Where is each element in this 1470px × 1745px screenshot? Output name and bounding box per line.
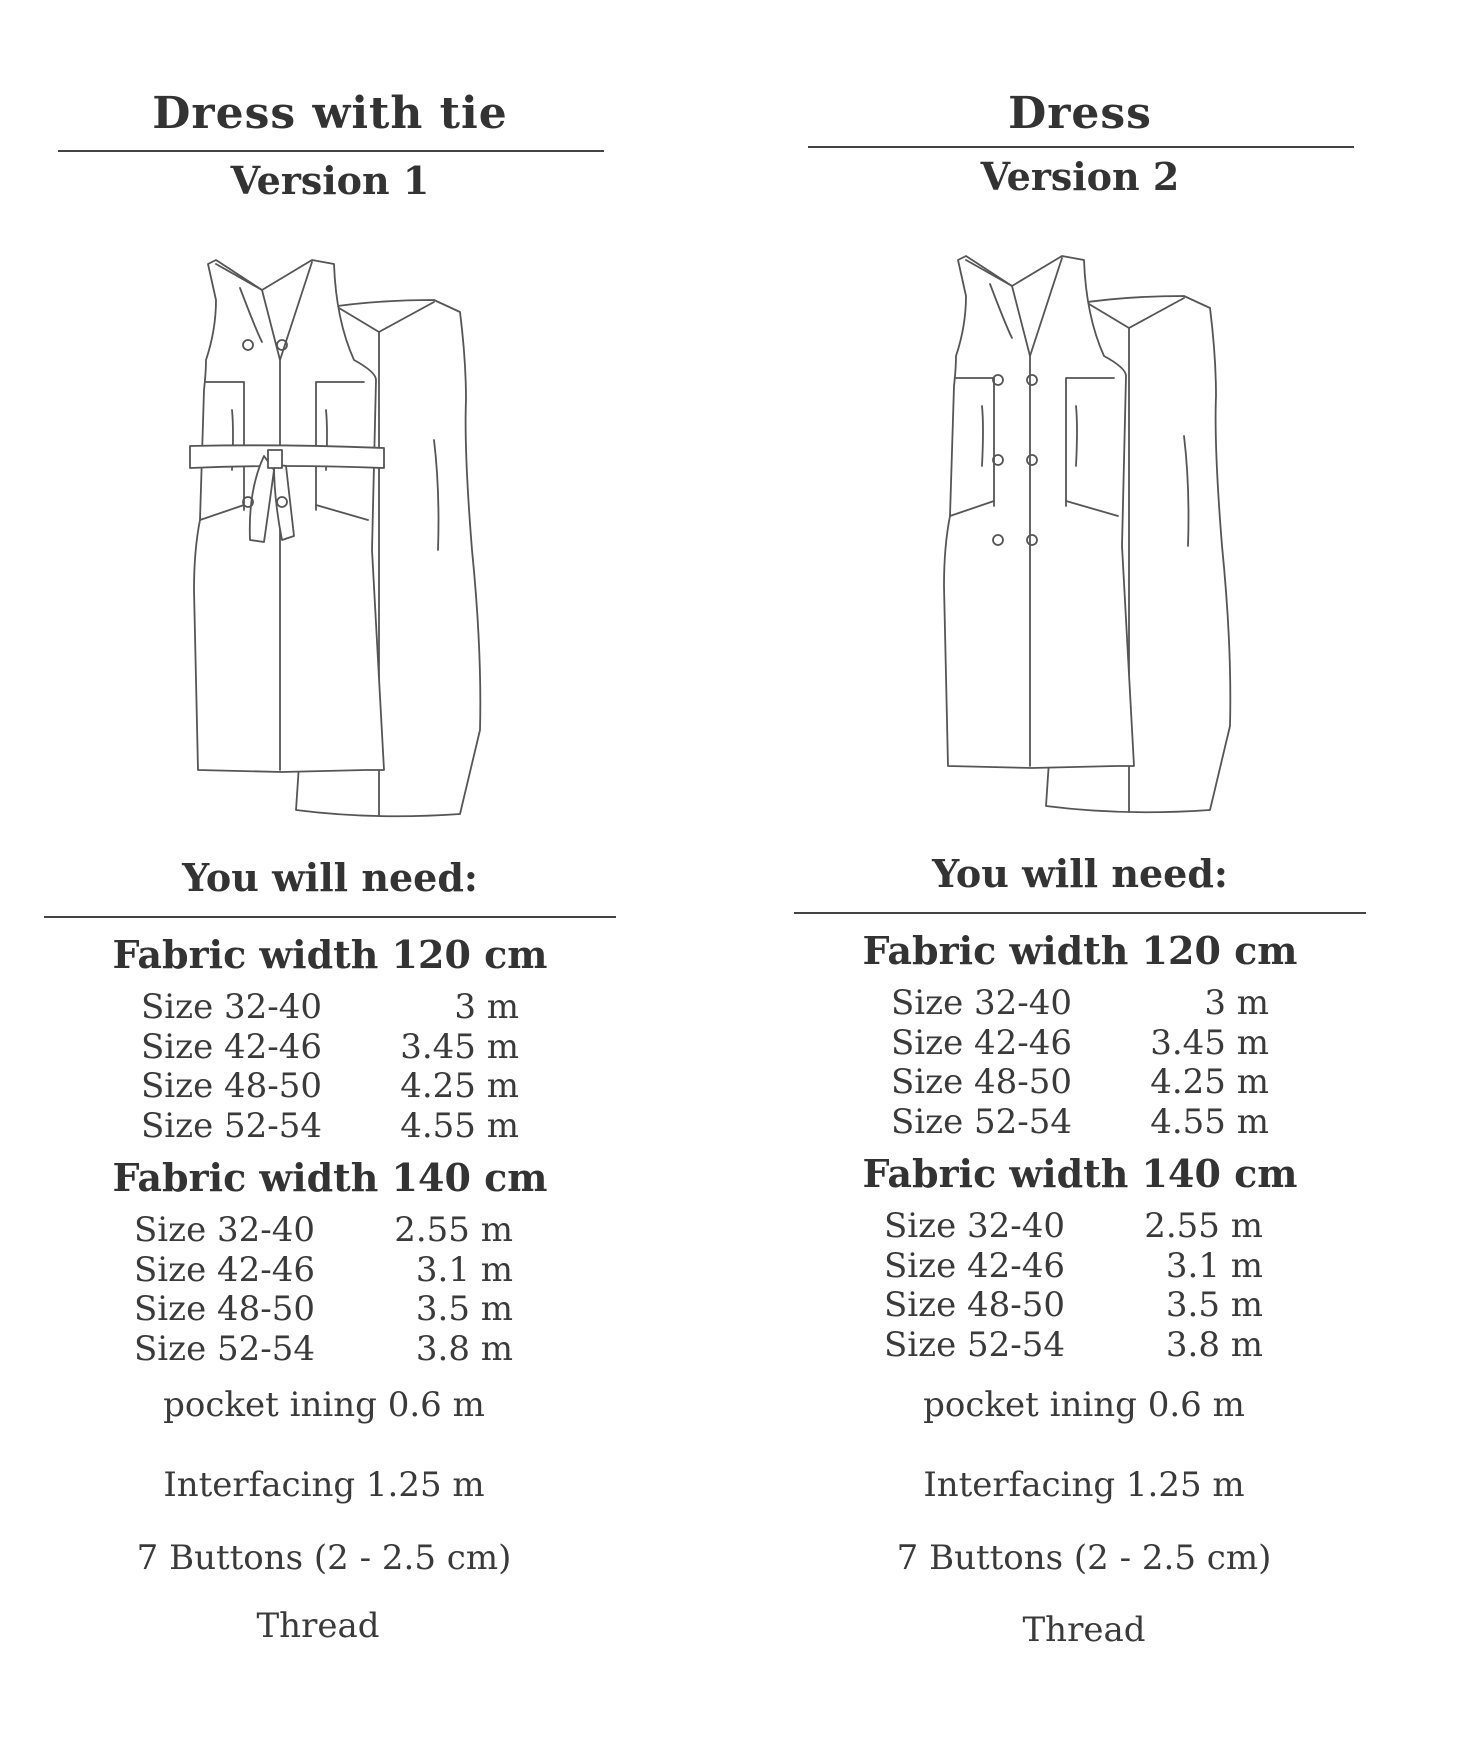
size-label: Size 32-40	[884, 1206, 1066, 1246]
table-row	[141, 1107, 519, 1147]
fabric-140-table	[134, 1211, 513, 1369]
pocket-lining-note: pocket ining 0.6 m	[163, 1385, 485, 1425]
table-row	[891, 984, 1269, 1024]
fabric-width-140-heading: Fabric width 140 cm	[862, 1151, 1298, 1196]
fabric-width-120-heading: Fabric width 120 cm	[112, 932, 548, 977]
size-label: Size 52-54	[891, 1101, 1073, 1142]
dress-with-tie-sketch	[144, 250, 564, 830]
version-1-column	[44, 0, 616, 1745]
fabric-amount: 3.8 m	[1165, 1324, 1263, 1365]
table-row	[884, 1207, 1263, 1247]
fabric-amount: 4.55 m	[400, 1105, 519, 1146]
version-subtitle: Version 1	[230, 158, 430, 203]
table-row	[141, 1028, 519, 1068]
size-label: Size 52-54	[884, 1324, 1066, 1365]
need-rule	[44, 916, 616, 918]
fabric-amount: 3.5 m	[415, 1289, 513, 1329]
you-will-need-heading: You will need:	[182, 855, 478, 900]
thread-note: Thread	[1022, 1610, 1146, 1650]
fabric-amount: 4.25 m	[400, 1066, 519, 1106]
table-row	[134, 1330, 513, 1370]
size-label: Size 42-46	[891, 1022, 1073, 1063]
title-rule	[808, 146, 1354, 148]
size-label: Size 42-46	[884, 1245, 1066, 1286]
table-row	[141, 988, 519, 1028]
table-row	[884, 1286, 1263, 1326]
fabric-amount: 3.1 m	[415, 1249, 513, 1290]
table-row	[884, 1326, 1263, 1366]
table-row	[134, 1251, 513, 1291]
buttons-note: 7 Buttons (2 - 2.5 cm)	[896, 1538, 1272, 1578]
version-2-column	[794, 0, 1366, 1745]
interfacing-note: Interfacing 1.25 m	[923, 1465, 1245, 1505]
need-rule	[794, 912, 1366, 914]
title-rule	[58, 150, 604, 152]
table-row	[884, 1247, 1263, 1287]
version-title: Dress with tie	[152, 88, 508, 139]
fabric-amount: 3 m	[1204, 983, 1269, 1023]
interfacing-note: Interfacing 1.25 m	[163, 1465, 485, 1505]
pocket-lining-note: pocket ining 0.6 m	[923, 1385, 1245, 1425]
you-will-need-heading: You will need:	[932, 851, 1228, 896]
size-label: Size 52-54	[134, 1328, 316, 1369]
size-label: Size 32-40	[891, 983, 1073, 1023]
fabric-amount: 3.5 m	[1165, 1285, 1263, 1325]
table-row	[891, 1024, 1269, 1064]
fabric-amount: 3.8 m	[415, 1328, 513, 1369]
buttons-note: 7 Buttons (2 - 2.5 cm)	[136, 1538, 512, 1578]
version-title: Dress	[1008, 88, 1152, 139]
table-row	[141, 1067, 519, 1107]
fabric-amount: 3.45 m	[1150, 1022, 1269, 1063]
table-row	[134, 1211, 513, 1251]
table-row	[891, 1063, 1269, 1103]
table-row	[891, 1103, 1269, 1143]
table-row	[134, 1290, 513, 1330]
size-label: Size 32-40	[141, 987, 323, 1027]
fabric-amount: 4.55 m	[1150, 1101, 1269, 1142]
dress-sketch	[894, 246, 1314, 826]
size-label: Size 32-40	[134, 1210, 316, 1250]
fabric-amount: 3.1 m	[1165, 1245, 1263, 1286]
fabric-width-140-heading: Fabric width 140 cm	[112, 1155, 548, 1200]
fabric-amount: 2.55 m	[394, 1210, 513, 1250]
fabric-amount: 2.55 m	[1144, 1206, 1263, 1246]
fabric-amount: 3 m	[454, 987, 519, 1027]
version-subtitle: Version 2	[980, 154, 1180, 199]
fabric-120-table	[141, 988, 519, 1146]
size-label: Size 48-50	[891, 1062, 1073, 1102]
size-label: Size 42-46	[141, 1026, 323, 1067]
thread-note: Thread	[256, 1606, 380, 1646]
size-label: Size 48-50	[141, 1066, 323, 1106]
front-view-drawing	[944, 256, 1134, 768]
size-label: Size 48-50	[884, 1285, 1066, 1325]
front-view-drawing	[190, 260, 384, 772]
fabric-width-120-heading: Fabric width 120 cm	[862, 928, 1298, 973]
size-label: Size 42-46	[134, 1249, 316, 1290]
fabric-amount: 4.25 m	[1150, 1062, 1269, 1102]
fabric-amount: 3.45 m	[400, 1026, 519, 1067]
fabric-120-table	[891, 984, 1269, 1142]
size-label: Size 48-50	[134, 1289, 316, 1329]
size-label: Size 52-54	[141, 1105, 323, 1146]
fabric-140-table	[884, 1207, 1263, 1365]
